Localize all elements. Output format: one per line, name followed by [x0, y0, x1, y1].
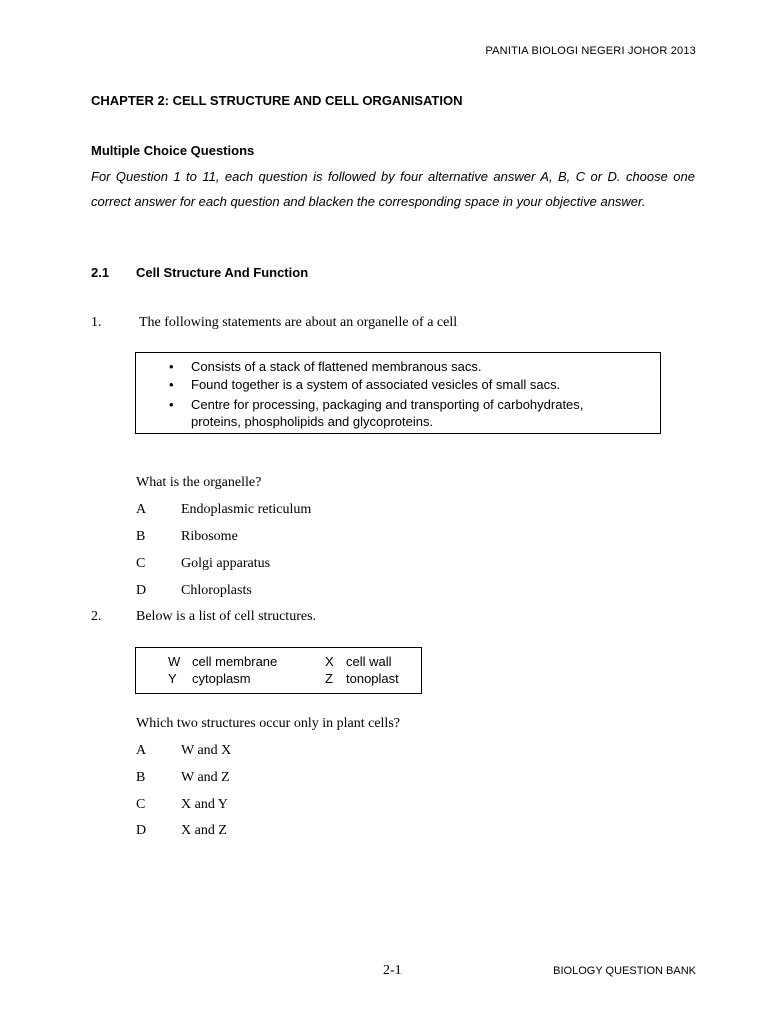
option-text: W and X [181, 743, 232, 758]
structure-name: cell wall [346, 654, 392, 669]
structure-letter: X [325, 654, 334, 669]
statement-line: Centre for processing, packaging and transporting of carbohydrates, [191, 397, 584, 412]
subsection-title: Cell Structure And Function [136, 265, 309, 280]
question-1-stem: The following statements are about an organelle of a cell [139, 315, 458, 330]
chapter-title: CHAPTER 2: CELL STRUCTURE AND CELL ORGANISATION [91, 93, 463, 108]
mcq-heading: Multiple Choice Questions [91, 143, 255, 158]
statement-line: Found together is a system of associated vesicles of small sacs. [191, 377, 561, 392]
option-text: W and Z [181, 770, 230, 785]
option-letter: D [136, 823, 147, 838]
page-number: 2-1 [383, 963, 402, 978]
page-footer: BIOLOGY QUESTION BANK [553, 965, 696, 977]
option-text: Chloroplasts [181, 583, 252, 598]
option-letter: A [136, 502, 147, 517]
option-text: Ribosome [181, 529, 238, 544]
question-1-prompt: What is the organelle? [136, 475, 262, 490]
option-text: X and Z [181, 823, 227, 838]
bullet-icon: • [169, 397, 174, 412]
question-1-statement-box [135, 352, 661, 434]
option-text: Golgi apparatus [181, 556, 271, 571]
mcq-instructions: For Question 1 to 11, each question is followed by four alternative answer A, B, C or D. choose one correct answer for each question and blacken the corresponding space in your objective answer. [91, 169, 695, 209]
bullet-icon: • [169, 359, 174, 374]
structure-letter: Y [168, 671, 177, 686]
question-1-number: 1. [91, 315, 102, 330]
question-2-stem: Below is a list of cell structures. [136, 609, 317, 624]
option-text: X and Y [181, 797, 228, 812]
page-header: PANITIA BIOLOGI NEGERI JOHOR 2013 [485, 45, 696, 57]
question-2-structure-box [135, 647, 422, 694]
option-letter: B [136, 529, 146, 544]
option-letter: A [136, 743, 147, 758]
statement-line: Consists of a stack of flattened membranous sacs. [191, 359, 482, 374]
subsection-number: 2.1 [91, 265, 110, 280]
structure-name: cytoplasm [192, 671, 251, 686]
question-2-number: 2. [91, 609, 102, 624]
option-letter: B [136, 770, 146, 785]
bullet-icon: • [169, 377, 174, 392]
option-letter: D [136, 583, 147, 598]
structure-name: cell membrane [192, 654, 278, 669]
question-2-prompt: Which two structures occur only in plant cells? [136, 716, 400, 731]
structure-name: tonoplast [346, 671, 399, 686]
option-letter: C [136, 797, 146, 812]
structure-letter: Z [325, 671, 333, 686]
structure-letter: W [168, 654, 181, 669]
option-letter: C [136, 556, 146, 571]
option-text: Endoplasmic reticulum [181, 502, 312, 517]
statement-line: proteins, phospholipids and glycoproteins. [191, 414, 434, 429]
